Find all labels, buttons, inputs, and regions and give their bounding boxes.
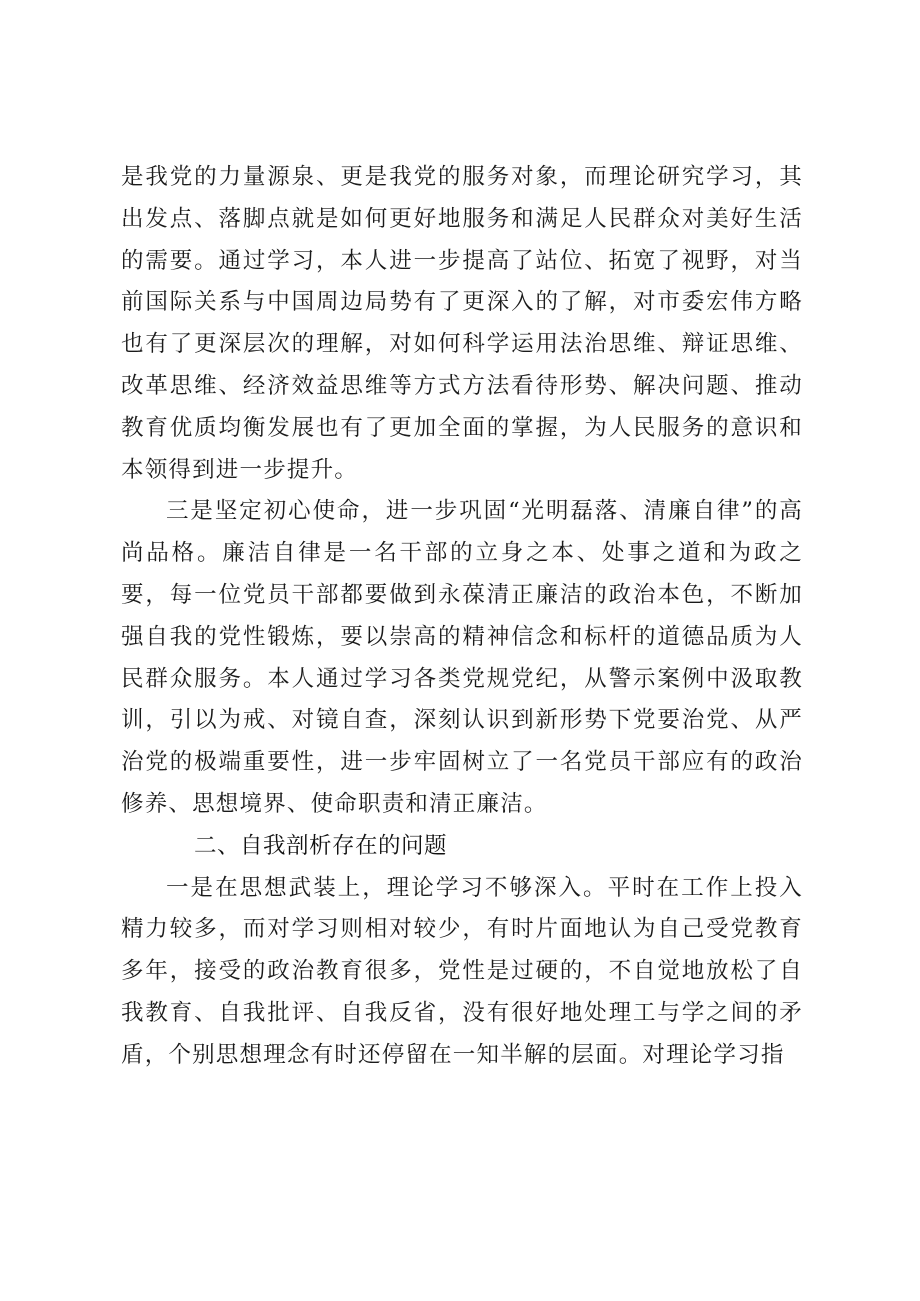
paragraph-continued: 是我党的力量源泉、更是我党的服务对象，而理论研究学习，其出发点、落脚点就是如何更好地服务和满足人民群众对美好生活的需要。通过学习，本人进一步提高了站位、拓宽了视野，对当前国际关系与中国周边局势有了更深入的了解，对市委宏伟方略也有了更深层次的理解，对如何科学运用法治思维、辩证思维、改革思维、经济效益思维等方式方法看待形势、解决问题、推动教育优质均衡发展也有了更加全面的掌握，为人民服务的意识和本领得到进一步提升。 xyxy=(121,164,803,483)
document-body xyxy=(121,157,803,1077)
paragraph-third-point: 三是坚定初心使命，进一步巩固“光明磊落、清廉自律”的高尚品格。廉洁自律是一名干部的立身之本、处事之道和为政之要，每一位党员干部都要做到永葆清正廉洁的政治本色，不断加强自我的党性锻炼，要以崇高的精神信念和标杆的道德品质为人民群众服务。本人通过学习各类党规党纪，从警示案例中汲取教训，引以为戒、对镜自查，深刻认识到新形势下党要治党、从严治党的极端重要性，进一步牢固树立了一名党员干部应有的政治修养、思想境界、使命职责和清正廉洁。 xyxy=(121,498,803,817)
paragraph-first-issue: 一是在思想武装上，理论学习不够深入。平时在工作上投入精力较多，而对学习则相对较少，有时片面地认为自己受党教育多年，接受的政治教育很多，党性是过硬的，不自觉地放松了自我教育、自我批评、自我反省，没有很好地处理工与学之间的矛盾，个别思想理念有时还停留在一知半解的层面。对理论学习指 xyxy=(121,874,803,1068)
section-heading-self-analysis: 二、自我剖析存在的问题 xyxy=(194,832,448,859)
